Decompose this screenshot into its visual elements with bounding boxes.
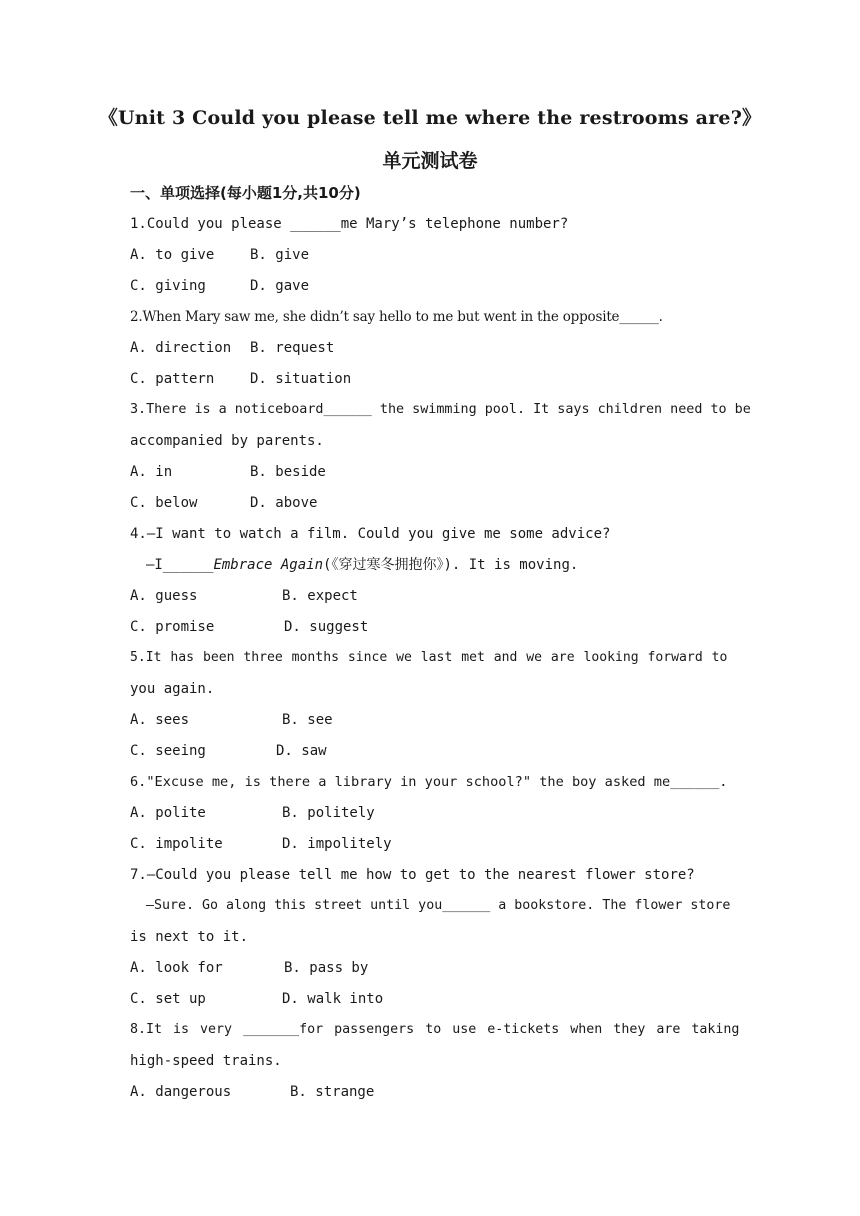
- question-4-stem-post: (《穿过寒冬拥抱你》). It is moving.: [323, 557, 579, 573]
- question-7-option-b: B. pass by: [284, 960, 369, 976]
- question-1-option-c: C. giving: [130, 278, 206, 294]
- question-6-option-b: B. politely: [282, 805, 375, 821]
- question-2-stem: 2.When Mary saw me, she didn’t say hello to me but went in the opposite______.: [130, 309, 663, 325]
- question-2-option-a: A. direction: [130, 340, 232, 356]
- question-7-option-c: C. set up: [130, 991, 206, 1007]
- question-7-stem-line3: is next to it.: [130, 929, 249, 945]
- question-2-option-b: B. request: [250, 340, 335, 356]
- question-2-option-d: D. situation: [250, 371, 352, 387]
- question-6-stem: 6."Excuse me, is there a library in your school?" the boy asked me______.: [130, 774, 728, 790]
- question-8-option-a: A. dangerous: [130, 1084, 232, 1100]
- question-5-option-b: B. see: [282, 712, 333, 728]
- question-6-option-d: D. impolitely: [282, 836, 392, 852]
- question-1-option-b: B. give: [250, 247, 310, 263]
- document-subtitle: 单元测试卷: [382, 150, 478, 172]
- question-7-stem-line1: 7.—Could you please tell me how to get to the nearest flower store?: [130, 867, 695, 883]
- question-5-stem-line2: you again.: [130, 681, 215, 697]
- question-4-option-c: C. promise: [130, 619, 215, 635]
- question-3-stem-line1: 3.There is a noticeboard______ the swimming pool. It says children need to be: [130, 402, 751, 417]
- question-3-option-c: C. below: [130, 495, 198, 511]
- question-2-option-c: C. pattern: [130, 371, 215, 387]
- question-4-stem-line1: 4.—I want to watch a film. Could you give me some advice?: [130, 526, 611, 542]
- question-5-option-d: D. saw: [276, 743, 327, 759]
- document-title: 《Unit 3 Could you please tell me where the restrooms are?》: [98, 107, 762, 129]
- question-7-option-a: A. look for: [130, 960, 223, 976]
- question-6-option-c: C. impolite: [130, 836, 223, 852]
- question-8-stem-line1: 8.It is very _______for passengers to use e-tickets when they are taking: [130, 1022, 740, 1037]
- question-8-stem-line2: high-speed trains.: [130, 1053, 282, 1069]
- question-7-option-d: D. walk into: [282, 991, 384, 1007]
- question-4-option-a: A. guess: [130, 588, 198, 604]
- question-1-option-a: A. to give: [130, 247, 215, 263]
- question-5-option-c: C. seeing: [130, 743, 206, 759]
- question-5-stem-line1: 5.It has been three months since we last met and we are looking forward to: [130, 650, 728, 665]
- question-8-option-b: B. strange: [290, 1084, 375, 1100]
- question-3-option-a: A. in: [130, 464, 173, 480]
- question-4-option-b: B. expect: [282, 588, 358, 604]
- question-7-stem-line2: —Sure. Go along this street until you______ a bookstore. The flower store: [146, 898, 731, 913]
- question-3-stem-line2: accompanied by parents.: [130, 433, 324, 449]
- question-3-option-b: B. beside: [250, 464, 326, 480]
- question-1-option-d: D. gave: [250, 278, 310, 294]
- question-4-stem-line2: [146, 555, 578, 575]
- question-4-film-title: Embrace Again: [213, 557, 324, 573]
- question-5-option-a: A. sees: [130, 712, 190, 728]
- question-4-option-d: D. suggest: [284, 619, 369, 635]
- section-heading: 一、单项选择(每小题1分,共10分): [130, 184, 361, 202]
- question-6-option-a: A. polite: [130, 805, 206, 821]
- question-3-option-d: D. above: [250, 495, 318, 511]
- question-1-stem: 1.Could you please ______me Mary’s telephone number?: [130, 216, 569, 232]
- question-4-stem-pre: —I______: [146, 557, 214, 573]
